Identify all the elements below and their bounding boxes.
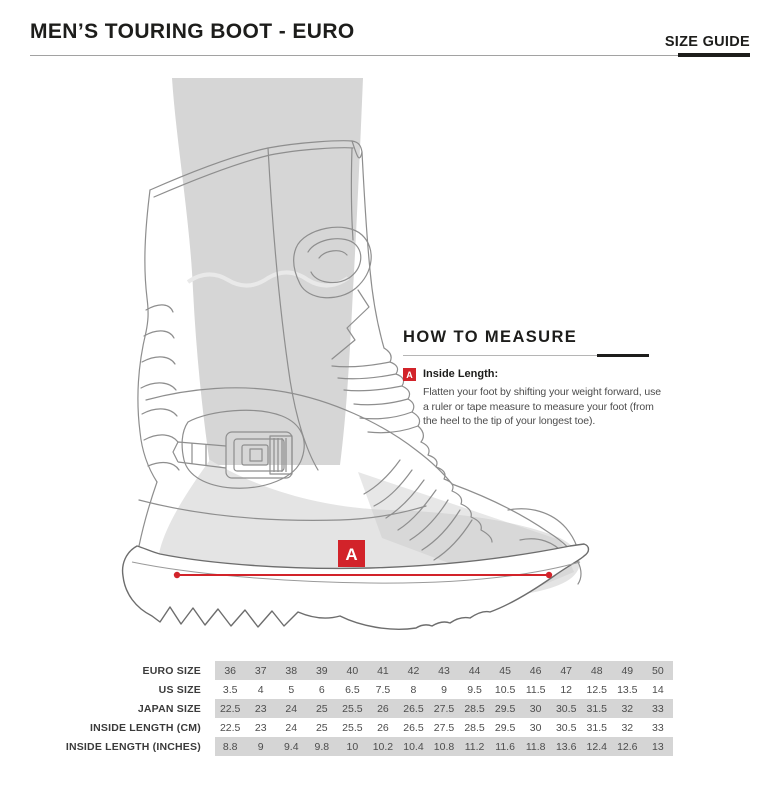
- size-cell: 30.5: [555, 721, 577, 734]
- row-cells: [215, 680, 673, 699]
- size-cell: 31.5: [586, 721, 607, 734]
- row-cells: [215, 737, 673, 756]
- size-cell: 31.5: [586, 702, 607, 715]
- size-cell: 24: [285, 721, 298, 734]
- size-cell: 25: [315, 702, 328, 715]
- size-cell: 22.5: [219, 721, 241, 734]
- measure-endpoint-left: [174, 572, 180, 578]
- size-cell: 38: [285, 664, 298, 677]
- size-cell: 12.4: [586, 740, 607, 753]
- size-cell: 27.5: [433, 721, 455, 734]
- row-label: JAPAN SIZE: [137, 702, 201, 715]
- size-cell: 11.8: [525, 740, 546, 753]
- table-row: [30, 737, 673, 756]
- size-cell: 26.5: [403, 702, 424, 715]
- size-cell: 33: [651, 702, 664, 715]
- size-cell: 5: [288, 683, 295, 696]
- row-label: INSIDE LENGTH (INCHES): [65, 740, 201, 753]
- size-cell: 33: [651, 721, 664, 734]
- size-cell: 37: [254, 664, 267, 677]
- size-cell: 47: [560, 664, 573, 677]
- size-cell: 23: [254, 721, 267, 734]
- size-cell: 26: [377, 721, 389, 734]
- how-to-measure-divider: [403, 355, 649, 356]
- size-cell: 14: [651, 683, 664, 696]
- size-cell: 25: [315, 721, 328, 734]
- size-cell: 28.5: [464, 702, 485, 715]
- size-cell: 46: [529, 664, 542, 677]
- size-cell: 30: [529, 721, 542, 734]
- size-cell: 28.5: [464, 721, 485, 734]
- size-guide-link[interactable]: SIZE GUIDE: [664, 34, 750, 50]
- measure-endpoint-right: [546, 572, 552, 578]
- legend-item-body: Flatten your foot by shifting your weight forward, use a ruler or tape measure to measure your foot (from the heel to the tip of your longest toe).: [423, 386, 661, 427]
- size-cell: 30.5: [555, 702, 577, 715]
- row-cells: [215, 718, 673, 737]
- size-cell: 30: [529, 702, 542, 715]
- table-row: [30, 680, 673, 699]
- size-cell: 12: [560, 683, 573, 696]
- size-cell: 26: [377, 702, 389, 715]
- size-cell: 11.2: [464, 740, 485, 753]
- table-row: [30, 661, 673, 680]
- size-cell: 25.5: [342, 721, 363, 734]
- size-cell: 9.5: [467, 683, 482, 696]
- size-cell: 29.5: [494, 702, 516, 715]
- how-to-measure-divider-accent: [597, 354, 649, 357]
- size-cell: 11.6: [495, 740, 515, 753]
- size-cell: 13.6: [555, 740, 577, 753]
- size-cell: 9.8: [314, 740, 330, 753]
- size-cell: 41: [377, 664, 389, 677]
- row-cells: [215, 661, 673, 680]
- size-cell: 12.6: [617, 740, 638, 753]
- size-cell: 4: [257, 683, 264, 696]
- size-cell: 48: [590, 664, 603, 677]
- table-row: [30, 699, 673, 718]
- leg-silhouette: [172, 78, 363, 465]
- table-row: [30, 718, 673, 737]
- size-cell: 40: [346, 664, 359, 677]
- size-cell: 10.8: [433, 740, 455, 753]
- size-cell: 10: [346, 740, 359, 753]
- legend-marker-a: A: [403, 368, 416, 381]
- row-cells: [215, 699, 673, 718]
- size-cell: 9.4: [283, 740, 299, 753]
- size-cell: 25.5: [342, 702, 363, 715]
- legend-item-title: Inside Length:: [423, 368, 499, 380]
- size-cell: 42: [407, 664, 420, 677]
- size-cell: 32: [621, 702, 634, 715]
- size-cell: 11.5: [525, 683, 546, 696]
- size-cell: 32: [621, 721, 634, 734]
- size-cell: 10.4: [403, 740, 424, 753]
- size-cell: 26.5: [403, 721, 424, 734]
- size-cell: 8: [410, 683, 417, 696]
- size-cell: 6.5: [345, 683, 360, 696]
- size-cell: 50: [651, 664, 664, 677]
- size-cell: 44: [468, 664, 481, 677]
- size-cell: 22.5: [219, 702, 241, 715]
- size-cell: 13.5: [617, 683, 638, 696]
- size-cell: 9: [257, 740, 264, 753]
- size-cell: 10.5: [494, 683, 516, 696]
- size-cell: 45: [499, 664, 511, 677]
- measure-label: A: [345, 545, 358, 564]
- size-cell: 23: [254, 702, 267, 715]
- size-cell: 24: [285, 702, 298, 715]
- size-cell: 43: [438, 664, 450, 677]
- size-cell: 29.5: [494, 721, 516, 734]
- size-cell: 36: [224, 664, 237, 677]
- size-cell: 39: [315, 664, 328, 677]
- measure-label-badge: [338, 540, 365, 567]
- size-cell: 3.5: [222, 683, 238, 696]
- row-label: EURO SIZE: [142, 664, 201, 677]
- size-cell: 27.5: [433, 702, 455, 715]
- size-cell: 7.5: [375, 683, 391, 696]
- size-cell: 10.2: [372, 740, 394, 753]
- page-title: MEN’S TOURING BOOT - EURO: [30, 20, 355, 43]
- size-cell: 8.8: [222, 740, 238, 753]
- row-label: US SIZE: [158, 683, 201, 696]
- size-cell: 49: [621, 664, 634, 677]
- how-to-measure-section: [403, 328, 659, 429]
- row-label: INSIDE LENGTH (CM): [89, 721, 201, 734]
- size-cell: 6: [318, 683, 325, 696]
- how-to-measure-title: HOW TO MEASURE: [403, 328, 578, 346]
- header-divider: [30, 55, 750, 56]
- size-table: [30, 661, 673, 756]
- size-cell: 9: [441, 683, 447, 696]
- size-cell: 13: [651, 740, 664, 753]
- size-cell: 12.5: [586, 683, 607, 696]
- header-divider-accent: [678, 53, 750, 57]
